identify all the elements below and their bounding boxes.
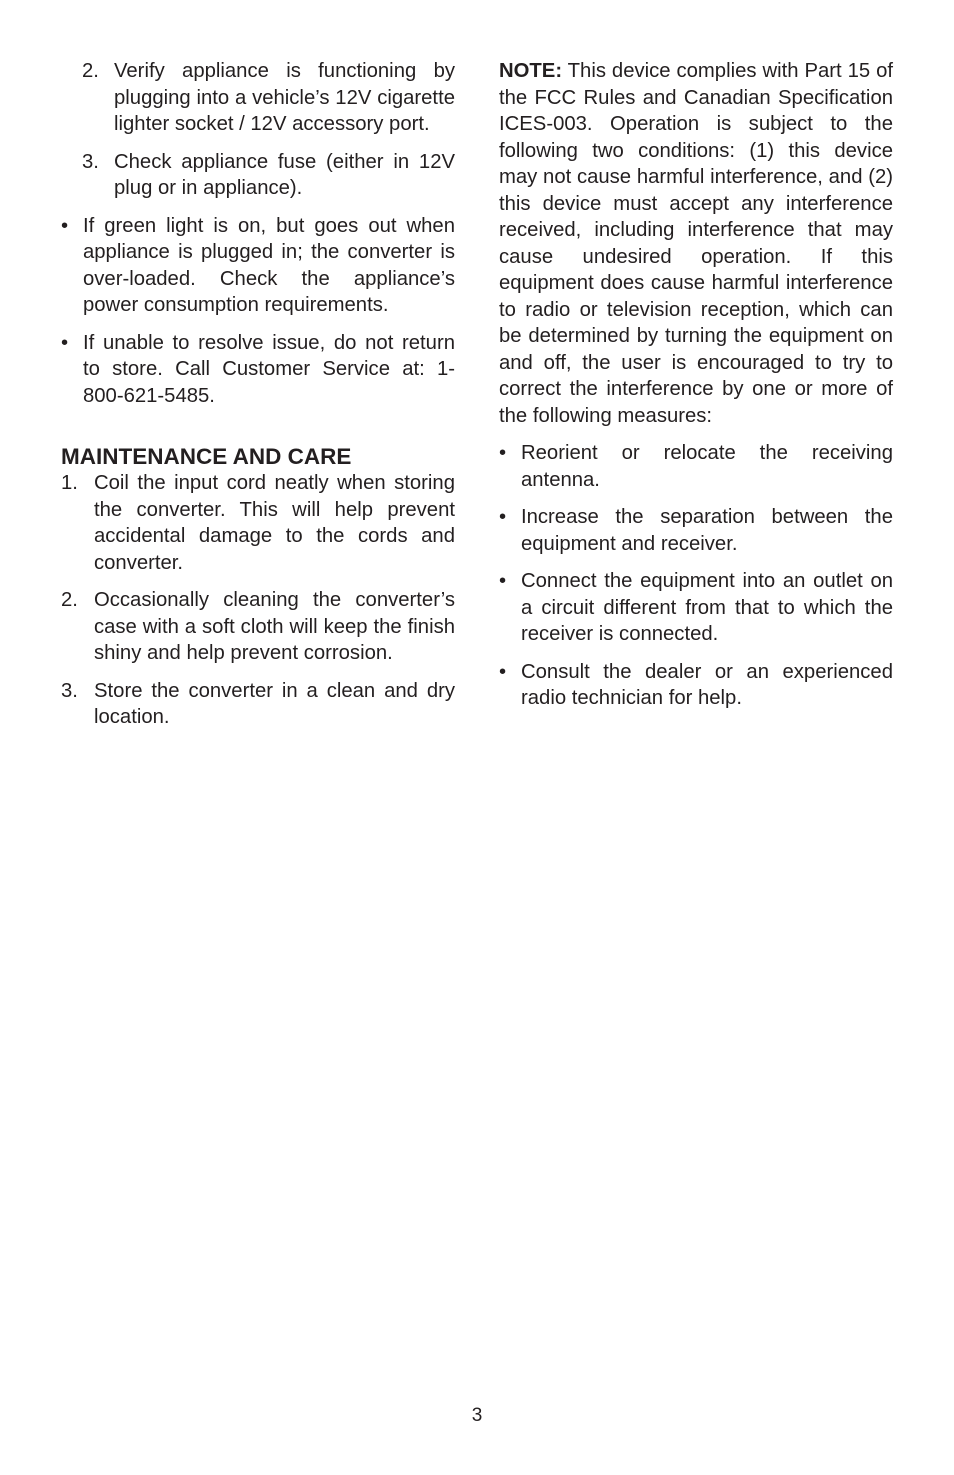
list-item-text: Increase the separation between the equipment and receiver. — [521, 506, 893, 555]
right-column — [499, 58, 893, 723]
list-marker: 2. — [82, 60, 99, 82]
list-item-text: Verify appliance is functioning by plugging into a vehicle’s 12V cigarette lighter socket / 12V accessory port. — [114, 60, 455, 135]
list-marker: 1. — [61, 472, 78, 494]
measure-reorient — [499, 440, 893, 493]
list-marker: 2. — [61, 589, 78, 611]
troubleshoot-bullet-customer-service — [61, 330, 455, 410]
list-item-text: Coil the input cord neatly when storing the converter. This will help prevent accidental damage to the cords and converter. — [94, 472, 455, 574]
measure-consult-dealer — [499, 659, 893, 712]
list-item-text: Consult the dealer or an experienced radio technician for help. — [521, 660, 893, 709]
troubleshoot-bullet-overload — [61, 213, 455, 319]
list-item-text: If unable to resolve issue, do not return to store. Call Customer Service at: 1-800-621-5485. — [83, 331, 455, 407]
bullet-marker: • — [499, 506, 507, 528]
bullet-marker: • — [499, 660, 507, 683]
troubleshoot-step-3 — [61, 149, 455, 202]
fcc-note-paragraph — [499, 58, 893, 429]
list-marker: 3. — [61, 679, 78, 702]
left-column — [61, 58, 455, 742]
maintenance-heading: MAINTENANCE AND CARE — [61, 444, 352, 469]
bullet-marker: • — [499, 570, 507, 592]
maintenance-step-3 — [61, 678, 455, 731]
maintenance-step-2 — [61, 587, 455, 667]
maintenance-step-1 — [61, 470, 455, 576]
measure-different-circuit — [499, 568, 893, 648]
note-label: NOTE: — [499, 60, 563, 82]
bullet-marker: • — [61, 331, 69, 354]
page-number: 3 — [471, 1405, 483, 1426]
bullet-marker: • — [499, 442, 507, 464]
list-item-text: Reorient or relocate the receiving antenna. — [521, 442, 893, 491]
measure-increase-separation — [499, 504, 893, 557]
list-item-text: If green light is on, but goes out when appliance is plugged in; the converter is over-loaded. Check the appliance’s power consumption requirements. — [83, 214, 455, 316]
list-marker: 3. — [82, 150, 99, 173]
list-item-text: Store the converter in a clean and dry location. — [94, 679, 455, 728]
note-text: This device complies with Part 15 of the FCC Rules and Canadian Specification ICES-003. Operation is subject to the following two conditions: (1) this device may not cause harmful interference, and (2) this device must accept any interference received, including interference that may cause undesired operation. If this equipment does cause harmful interference to radio or television reception, which can be determined by turning the equipment on and off, the user is encouraged to try to correct the interference by one or more of the following measures: — [499, 60, 893, 427]
list-item-text: Check appliance fuse (either in 12V plug or in appliance). — [114, 150, 455, 199]
list-item-text: Occasionally cleaning the converter’s case with a soft cloth will keep the finish shiny and help prevent corrosion. — [94, 589, 455, 664]
troubleshoot-step-2 — [61, 58, 455, 138]
bullet-marker: • — [61, 214, 69, 237]
list-item-text: Connect the equipment into an outlet on a circuit different from that to which the receiver is connected. — [521, 570, 893, 645]
